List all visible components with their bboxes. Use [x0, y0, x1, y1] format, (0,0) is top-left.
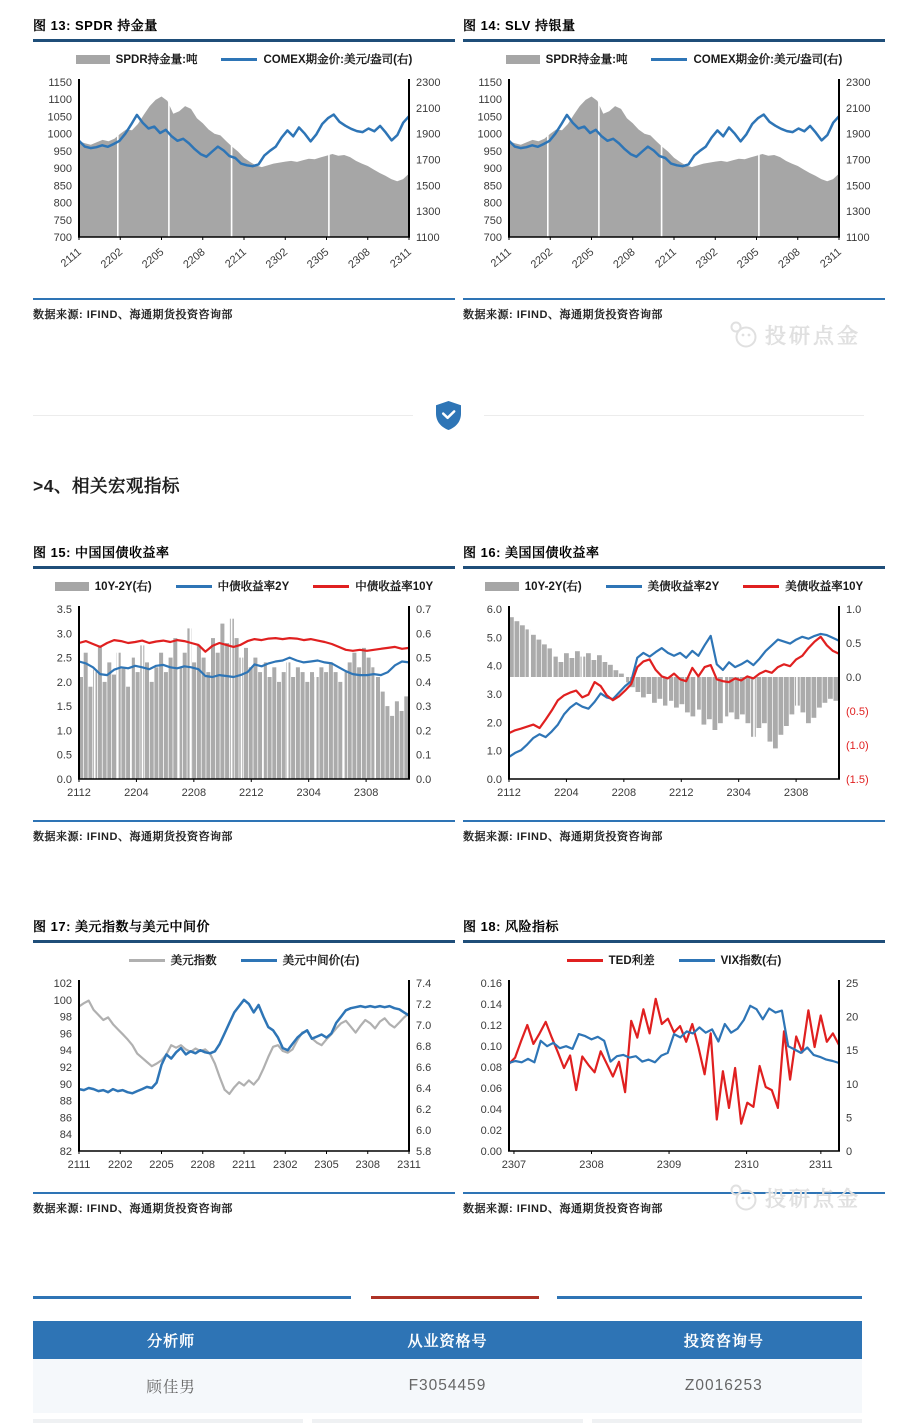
legend-item: [679, 952, 782, 968]
svg-text:2208: 2208: [181, 246, 208, 272]
legend-swatch-bar: [76, 55, 110, 64]
divider-line: [484, 415, 864, 416]
svg-text:2111: 2111: [58, 246, 84, 270]
source-text: 数据来源: IFIND、海通期货投资咨询部: [33, 1203, 233, 1215]
chart-panel-14: [463, 15, 885, 322]
chart-svg: [33, 72, 455, 287]
shield-check-icon: [435, 400, 462, 431]
svg-text:700: 700: [53, 232, 72, 244]
svg-text:0: 0: [846, 1146, 853, 1158]
svg-text:2.0: 2.0: [56, 676, 72, 689]
svg-text:2204: 2204: [554, 787, 579, 799]
title-underline: [33, 566, 455, 569]
svg-text:2208: 2208: [611, 787, 637, 799]
watermark-text: 投研点金: [765, 1188, 861, 1211]
source-rule: [33, 298, 455, 300]
chart-legend: [33, 577, 455, 595]
section-header: >4、相关宏观指标: [33, 476, 180, 496]
svg-text:5.0: 5.0: [486, 632, 502, 645]
title-underline: [463, 566, 885, 569]
svg-text:1500: 1500: [416, 180, 441, 193]
svg-text:1700: 1700: [416, 154, 441, 167]
svg-text:2.0: 2.0: [486, 717, 502, 730]
svg-text:900: 900: [483, 163, 502, 176]
chart-legend: [463, 577, 885, 595]
svg-text:0.7: 0.7: [416, 604, 432, 616]
svg-text:2300: 2300: [416, 77, 441, 89]
svg-text:2310: 2310: [734, 1159, 759, 1171]
legend-label: 美元中间价(右): [282, 955, 360, 967]
legend-item: [485, 578, 582, 594]
legend-swatch-line: [679, 959, 715, 962]
svg-text:850: 850: [483, 180, 502, 193]
svg-text:4.0: 4.0: [486, 660, 502, 673]
svg-text:2112: 2112: [497, 787, 521, 799]
legend-swatch-line: [129, 959, 165, 962]
legend-swatch-line: [241, 959, 277, 962]
svg-text:1000: 1000: [477, 128, 502, 141]
legend-item: [743, 578, 863, 594]
legend-label: 中债收益率2Y: [217, 581, 290, 593]
chart-canvas-13: [33, 50, 455, 292]
chart-title-18: 图 18: 风险指标: [463, 919, 560, 934]
svg-text:2100: 2100: [416, 102, 441, 115]
svg-text:0.0: 0.0: [416, 774, 432, 786]
title-underline: [463, 940, 885, 943]
svg-text:(0.5): (0.5): [846, 706, 869, 718]
svg-text:0.3: 0.3: [416, 701, 432, 714]
charts-row-1: [0, 0, 897, 322]
analyst-name: 顾佳男: [146, 1379, 196, 1396]
svg-text:94: 94: [59, 1045, 72, 1058]
legend-item: [221, 51, 412, 67]
source-text: 数据来源: IFIND、海通期货投资咨询部: [463, 831, 663, 843]
svg-text:0.06: 0.06: [480, 1083, 502, 1095]
table-row: [33, 1359, 862, 1413]
chart-canvas-18: [463, 951, 885, 1186]
table-row-partial: [33, 1419, 862, 1423]
svg-text:2309: 2309: [656, 1159, 682, 1171]
legend-label: 中债收益率10Y: [355, 581, 434, 593]
svg-text:7.2: 7.2: [416, 999, 432, 1011]
svg-text:2205: 2205: [569, 246, 597, 272]
svg-text:800: 800: [483, 197, 502, 210]
chart-svg: [463, 973, 885, 1181]
chart-canvas-15: [33, 577, 455, 814]
table-cell-partial: [312, 1419, 582, 1423]
svg-text:2305: 2305: [734, 246, 762, 272]
chart-title-15: 图 15: 中国国债收益率: [33, 545, 170, 560]
watermark: [729, 1183, 861, 1213]
source-rule: [33, 820, 455, 822]
svg-text:0.0: 0.0: [486, 774, 502, 786]
source-text: 数据来源: IFIND、海通期货投资咨询部: [33, 831, 233, 843]
svg-text:2202: 2202: [98, 246, 126, 272]
svg-text:10: 10: [846, 1078, 859, 1091]
svg-text:0.12: 0.12: [480, 1020, 502, 1032]
legend-swatch-line: [221, 58, 257, 61]
legend-item: [241, 952, 360, 968]
legend-item: [567, 952, 655, 968]
chart-title-14: 图 14: SLV 持银量: [463, 18, 576, 33]
qualification-number: F3054459: [408, 1377, 487, 1394]
svg-text:0.02: 0.02: [480, 1125, 502, 1137]
svg-text:0.10: 0.10: [480, 1041, 502, 1053]
svg-text:750: 750: [53, 214, 72, 227]
svg-text:2211: 2211: [223, 246, 249, 271]
svg-text:2111: 2111: [488, 246, 514, 270]
svg-text:2205: 2205: [139, 246, 167, 272]
svg-text:2302: 2302: [273, 1159, 298, 1171]
svg-text:1050: 1050: [477, 111, 502, 124]
svg-text:0.1: 0.1: [416, 749, 432, 762]
legend-item: [313, 578, 433, 594]
chart-canvas-14: [463, 50, 885, 292]
legend-label: 美债收益率10Y: [785, 581, 864, 593]
svg-text:1000: 1000: [47, 128, 72, 141]
svg-text:2305: 2305: [304, 246, 332, 272]
svg-text:(1.0): (1.0): [846, 740, 869, 752]
legend-swatch-line: [743, 585, 779, 588]
svg-text:2212: 2212: [239, 787, 264, 799]
chart-legend: [33, 951, 455, 969]
svg-text:2307: 2307: [501, 1159, 527, 1171]
chart-panel-18: [463, 916, 885, 1216]
table-header-consulting: 投资咨询号: [683, 1332, 764, 1350]
svg-text:5.8: 5.8: [416, 1146, 432, 1158]
chart-panel-13: [33, 15, 455, 322]
chart-panel-17: [33, 916, 455, 1216]
svg-text:(1.5): (1.5): [846, 774, 869, 786]
title-underline: [33, 39, 455, 42]
charts-row-2: [0, 542, 897, 844]
legend-label: SPDR持金量:吨: [545, 54, 628, 66]
legend-swatch-line: [176, 585, 212, 588]
legend-label: 美元指数: [170, 955, 217, 967]
shield-divider: [0, 400, 897, 431]
svg-text:2304: 2304: [726, 787, 751, 799]
svg-text:2202: 2202: [108, 1159, 133, 1171]
svg-text:2205: 2205: [149, 1159, 174, 1171]
svg-text:1100: 1100: [416, 232, 440, 244]
legend-label: COMEX期金价:美元/盎司(右): [263, 54, 413, 66]
svg-text:2112: 2112: [67, 787, 91, 799]
svg-text:84: 84: [59, 1129, 72, 1142]
svg-text:1050: 1050: [47, 111, 72, 124]
source-rule: [463, 298, 885, 300]
svg-text:2311: 2311: [397, 1159, 421, 1171]
legend-label: COMEX期金价:美元/盎司(右): [693, 54, 843, 66]
svg-text:1300: 1300: [416, 206, 441, 219]
svg-text:2208: 2208: [181, 787, 207, 799]
svg-text:2302: 2302: [263, 246, 291, 272]
svg-text:2308: 2308: [579, 1159, 604, 1171]
svg-text:5: 5: [846, 1112, 853, 1125]
chart-panel-16: [463, 542, 885, 844]
table-header-row: [33, 1321, 862, 1359]
svg-text:15: 15: [846, 1045, 859, 1058]
legend-swatch-line: [606, 585, 642, 588]
svg-text:0.5: 0.5: [416, 652, 432, 665]
svg-text:2208: 2208: [190, 1159, 215, 1171]
legend-item: [129, 952, 217, 968]
svg-text:3.0: 3.0: [486, 689, 502, 701]
legend-label: TED利差: [608, 955, 655, 967]
svg-text:1.0: 1.0: [56, 725, 72, 738]
svg-text:0.6: 0.6: [416, 628, 432, 641]
svg-text:1.0: 1.0: [486, 745, 502, 758]
svg-text:1700: 1700: [846, 154, 871, 167]
chart-panel-15: [33, 542, 455, 844]
watermark-logo-icon: [729, 320, 759, 350]
legend-label: SPDR持金量:吨: [115, 54, 198, 66]
legend-label: VIX指数(右): [720, 955, 782, 967]
svg-text:2208: 2208: [611, 246, 638, 272]
svg-text:2100: 2100: [846, 102, 871, 115]
svg-text:2212: 2212: [669, 787, 694, 799]
svg-text:6.0: 6.0: [486, 604, 502, 616]
legend-item: [651, 51, 842, 67]
chart-svg: [463, 599, 885, 809]
svg-text:2311: 2311: [388, 246, 414, 271]
svg-text:1.0: 1.0: [846, 604, 862, 616]
svg-text:2308: 2308: [776, 246, 803, 272]
svg-text:0.08: 0.08: [480, 1062, 502, 1074]
svg-text:2311: 2311: [809, 1159, 833, 1171]
svg-text:700: 700: [483, 232, 502, 244]
legend-swatch-line: [313, 585, 349, 588]
svg-text:1900: 1900: [416, 128, 441, 141]
divider-blue-right: [557, 1296, 862, 1299]
svg-text:850: 850: [53, 180, 72, 193]
source-text: 数据来源: IFIND、海通期货投资咨询部: [463, 309, 663, 321]
legend-swatch-line: [567, 959, 603, 962]
svg-text:0.0: 0.0: [846, 672, 862, 684]
svg-text:7.4: 7.4: [416, 978, 432, 990]
legend-label: 10Y-2Y(右): [524, 581, 582, 593]
svg-text:6.0: 6.0: [416, 1125, 432, 1137]
svg-text:1500: 1500: [846, 180, 871, 193]
chart-legend: [33, 50, 455, 68]
watermark-text: 投研点金: [765, 325, 861, 348]
legend-item: [55, 578, 152, 594]
legend-swatch-line: [651, 58, 687, 61]
svg-text:2202: 2202: [528, 246, 556, 272]
charts-row-3: [0, 916, 897, 1216]
svg-text:0.14: 0.14: [480, 999, 502, 1011]
svg-text:20: 20: [846, 1011, 859, 1024]
source-rule: [463, 820, 885, 822]
chart-canvas-17: [33, 951, 455, 1186]
svg-text:2211: 2211: [232, 1159, 256, 1171]
svg-text:1100: 1100: [478, 94, 502, 107]
source-text: 数据来源: IFIND、海通期货投资咨询部: [33, 309, 233, 321]
legend-item: [606, 578, 720, 594]
table-header-qualification: 从业资格号: [407, 1332, 488, 1350]
svg-text:6.8: 6.8: [416, 1041, 432, 1053]
chart-svg: [463, 72, 885, 287]
svg-text:98: 98: [59, 1011, 72, 1024]
legend-swatch-bar: [55, 582, 89, 591]
svg-text:6.6: 6.6: [416, 1062, 432, 1074]
svg-text:86: 86: [59, 1112, 72, 1125]
title-underline: [33, 940, 455, 943]
chart-legend: [463, 951, 885, 969]
svg-text:3.5: 3.5: [56, 604, 72, 616]
legend-label: 10Y-2Y(右): [94, 581, 152, 593]
chart-canvas-16: [463, 577, 885, 814]
svg-text:2305: 2305: [314, 1159, 339, 1171]
table-cell-partial: [592, 1419, 862, 1423]
analyst-table: [33, 1321, 862, 1423]
watermark-logo-icon: [729, 1183, 759, 1213]
chart-title-16: 图 16: 美国国债收益率: [463, 545, 600, 560]
svg-text:0.00: 0.00: [480, 1146, 502, 1158]
svg-text:1100: 1100: [846, 232, 870, 244]
table-header-analyst: 分析师: [147, 1332, 196, 1350]
svg-text:2304: 2304: [296, 787, 321, 799]
svg-text:950: 950: [53, 145, 72, 158]
chart-svg: [33, 973, 455, 1181]
divider-red-center: [371, 1296, 539, 1299]
svg-text:2311: 2311: [818, 246, 844, 271]
svg-text:2204: 2204: [124, 787, 149, 799]
svg-text:950: 950: [483, 145, 502, 158]
svg-text:1900: 1900: [846, 128, 871, 141]
svg-text:800: 800: [53, 197, 72, 210]
legend-item: [76, 51, 198, 67]
svg-text:0.5: 0.5: [56, 749, 72, 762]
svg-text:0.0: 0.0: [56, 774, 72, 786]
legend-label: 美债收益率2Y: [647, 581, 720, 593]
divider-line: [33, 415, 413, 416]
svg-text:2302: 2302: [693, 246, 721, 272]
source-text: 数据来源: IFIND、海通期货投资咨询部: [463, 1203, 663, 1215]
chart-svg: [33, 599, 455, 809]
svg-text:0.4: 0.4: [416, 676, 432, 689]
table-cell-partial: [33, 1419, 303, 1423]
svg-text:3.0: 3.0: [56, 628, 72, 641]
svg-text:750: 750: [483, 214, 502, 227]
svg-text:900: 900: [53, 163, 72, 176]
consulting-number: Z0016253: [684, 1377, 763, 1394]
svg-text:2308: 2308: [783, 787, 809, 799]
svg-text:7.0: 7.0: [416, 1020, 432, 1032]
svg-text:0.5: 0.5: [846, 638, 862, 650]
source-rule: [33, 1192, 455, 1194]
svg-text:0.04: 0.04: [480, 1104, 502, 1116]
svg-text:82: 82: [59, 1146, 72, 1158]
watermark: [729, 320, 861, 350]
svg-text:2308: 2308: [346, 246, 373, 272]
svg-text:100: 100: [53, 994, 72, 1007]
svg-text:1.5: 1.5: [56, 701, 72, 714]
svg-text:6.2: 6.2: [416, 1104, 432, 1116]
svg-text:96: 96: [59, 1028, 72, 1041]
svg-text:88: 88: [59, 1095, 72, 1108]
chart-title-13: 图 13: SPDR 持金量: [33, 18, 158, 33]
legend-item: [506, 51, 628, 67]
svg-text:1300: 1300: [846, 206, 871, 219]
svg-text:2211: 2211: [653, 246, 679, 271]
chart-title-17: 图 17: 美元指数与美元中间价: [33, 919, 211, 934]
svg-text:2308: 2308: [355, 1159, 380, 1171]
svg-text:2.5: 2.5: [56, 652, 72, 665]
svg-text:90: 90: [59, 1078, 72, 1091]
legend-swatch-bar: [485, 582, 519, 591]
svg-text:1100: 1100: [48, 94, 72, 107]
svg-text:102: 102: [53, 978, 72, 990]
svg-text:6.4: 6.4: [416, 1083, 432, 1095]
svg-text:1150: 1150: [478, 77, 502, 89]
legend-item: [176, 578, 290, 594]
chart-legend: [463, 50, 885, 68]
divider-blue-left: [33, 1296, 351, 1299]
svg-text:2111: 2111: [67, 1159, 91, 1171]
svg-text:2308: 2308: [353, 787, 379, 799]
title-underline: [463, 39, 885, 42]
svg-text:0.2: 0.2: [416, 725, 432, 738]
svg-text:92: 92: [59, 1062, 72, 1074]
legend-swatch-bar: [506, 55, 540, 64]
svg-text:2300: 2300: [846, 77, 871, 89]
svg-text:25: 25: [846, 978, 859, 990]
svg-text:1150: 1150: [48, 77, 72, 89]
svg-text:0.16: 0.16: [480, 978, 502, 990]
footer-divider: [33, 1296, 862, 1299]
